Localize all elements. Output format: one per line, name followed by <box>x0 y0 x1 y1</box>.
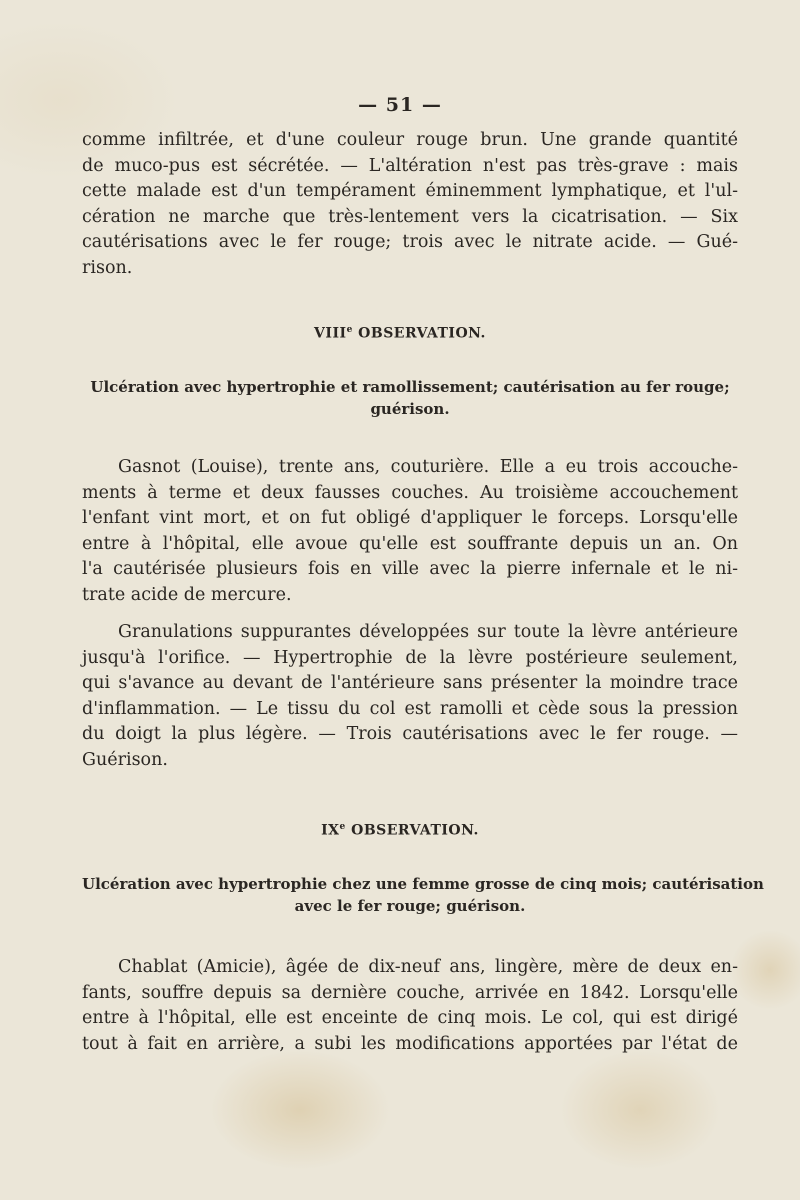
observation-word: OBSERVATION. <box>351 822 479 839</box>
observation-number: VIII <box>314 325 347 342</box>
observation-9-title <box>0 822 800 839</box>
text-line: comme infiltrée, et d'une couleur rouge brun. Une grande quantité <box>82 130 738 150</box>
text-line: jusqu'à l'orifice. — Hypertrophie de la lèvre postérieure seulement, <box>82 647 738 668</box>
observation-8-summary <box>82 376 738 420</box>
text-line: entre à l'hôpital, elle avoue qu'elle est souffrante depuis un an. On <box>82 533 738 554</box>
summary-line: Ulcération avec hypertrophie chez une femme grosse de cinq mois; cautérisation <box>82 875 764 893</box>
text-line: Chablat (Amicie), âgée de dix-neuf ans, lingère, mère de deux en- <box>118 957 738 977</box>
observation-8-title <box>0 325 800 342</box>
text-line: d'inflammation. — Le tissu du col est ramolli et cède sous la pression <box>82 698 738 719</box>
text-line: Guérison. <box>82 749 168 770</box>
observation-9-summary <box>82 873 764 917</box>
text-line: Gasnot (Louise), trente ans, couturière. Elle a eu trois accouche- <box>118 457 738 477</box>
text-line: ments à terme et deux fausses couches. Au troisième accouchement <box>82 482 738 503</box>
observation-word: OBSERVATION. <box>358 325 486 342</box>
observation-8-paragraph-2 <box>82 620 738 773</box>
summary-line: Ulcération avec hypertrophie et ramollissement; cautérisation au fer rouge; <box>90 378 730 396</box>
text-line: cette malade est d'un tempérament éminemment lymphatique, et l'ul- <box>82 181 738 201</box>
ordinal-suffix: e <box>339 822 346 832</box>
observation-8-paragraph-1 <box>82 455 738 608</box>
summary-line: guérison. <box>370 400 450 418</box>
text-line: du doigt la plus légère. — Trois cautérisations avec le fer rouge. — <box>82 724 738 744</box>
text-line: trate acide de mercure. <box>82 584 292 605</box>
text-line: de muco-pus est sécrétée. — L'altération n'est pas très-grave : mais <box>82 155 738 176</box>
text-line: tout à fait en arrière, a subi les modifications apportées par l'état de <box>82 1033 738 1054</box>
text-line: qui s'avance au devant de l'antérieure sans présenter la moindre trace <box>82 673 738 693</box>
text-line: fants, souffre depuis sa dernière couche, arrivée en 1842. Lorsqu'elle <box>82 982 738 1003</box>
summary-line: avec le fer rouge; guérison. <box>294 897 526 915</box>
text-line: l'a cautérisée plusieurs fois en ville avec la pierre infernale et le ni- <box>82 559 738 579</box>
text-line: rison. <box>82 257 133 278</box>
text-line: cautérisations avec le fer rouge; trois avec le nitrate acide. — Gué- <box>82 232 738 252</box>
text-line: l'enfant vint mort, et on fut obligé d'appliquer le forceps. Lorsqu'elle <box>82 508 738 528</box>
observation-number: IX <box>321 822 340 839</box>
text-line: entre à l'hôpital, elle est enceinte de cinq mois. Le col, qui est dirigé <box>82 1008 738 1028</box>
ordinal-suffix: e <box>346 325 353 335</box>
page-number: — 51 — <box>358 94 442 116</box>
observation-9-paragraph-1 <box>82 955 738 1057</box>
text-line: cération ne marche que très-lentement vers la cicatrisation. — Six <box>82 206 738 227</box>
paragraph-continuation <box>82 128 738 281</box>
text-line: Granulations suppurantes développées sur toute la lèvre antérieure <box>118 622 738 642</box>
